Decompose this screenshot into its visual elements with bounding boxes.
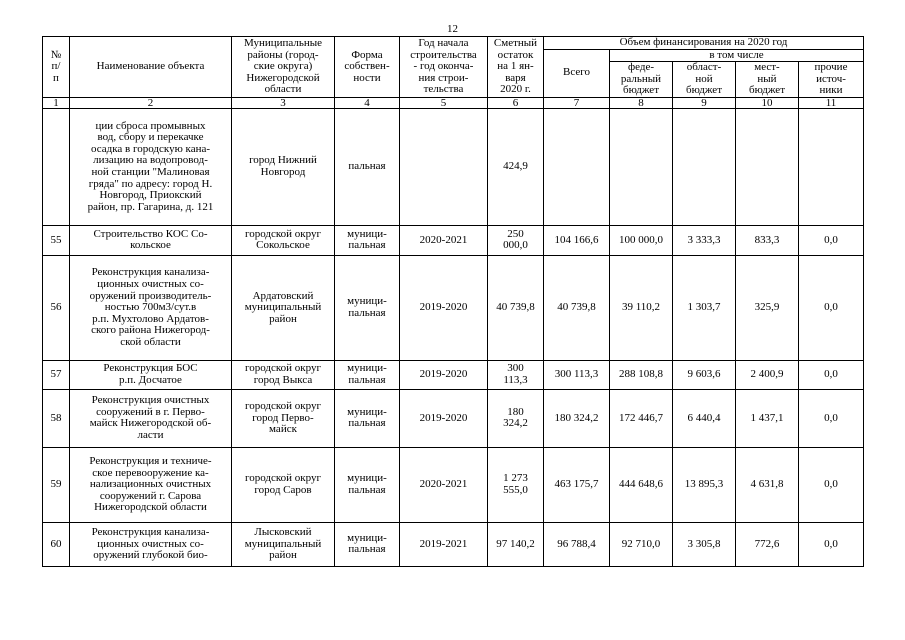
row-district: городской округ город Перво- майск: [232, 389, 335, 447]
row-regional: 3 333,3: [673, 225, 736, 255]
row-years: [400, 108, 488, 225]
row-local: 2 400,9: [736, 360, 799, 389]
row-total: 300 113,3: [544, 360, 610, 389]
col-number: 5: [400, 97, 488, 108]
row-federal: 92 710,0: [610, 522, 673, 566]
row-years: 2019-2020: [400, 255, 488, 360]
row-remainder: 40 739,8: [488, 255, 544, 360]
col-number: 9: [673, 97, 736, 108]
row-ownership: муници- пальная: [335, 225, 400, 255]
row-local: 772,6: [736, 522, 799, 566]
page-number: 12: [447, 23, 458, 35]
row-regional: 3 305,8: [673, 522, 736, 566]
row-regional: 1 303,7: [673, 255, 736, 360]
header-years: Год начала строительства - год оконча- ния строи- тельства: [400, 37, 488, 98]
row-total: 96 788,4: [544, 522, 610, 566]
row-regional: 13 895,3: [673, 447, 736, 522]
row-other: 0,0: [799, 360, 864, 389]
header-ownership: Форма собствен- ности: [335, 37, 400, 98]
row-remainder: 1 273 555,0: [488, 447, 544, 522]
row-district: городской округ город Выкса: [232, 360, 335, 389]
col-number: 1: [43, 97, 70, 108]
row-federal: [610, 108, 673, 225]
row-other: 0,0: [799, 389, 864, 447]
row-num: 57: [43, 360, 70, 389]
row-ownership: муници- пальная: [335, 389, 400, 447]
row-name: Реконструкция очистных сооружений в г. Перво- майск Нижегородской об- ласти: [70, 389, 232, 447]
row-ownership: пальная: [335, 108, 400, 225]
col-number: 6: [488, 97, 544, 108]
header-district: Муниципальные районы (город- ские округа) Нижегородской области: [232, 37, 335, 98]
row-district: городской округ город Саров: [232, 447, 335, 522]
col-number: 4: [335, 97, 400, 108]
row-local: 325,9: [736, 255, 799, 360]
row-num: [43, 108, 70, 225]
row-local: 4 631,8: [736, 447, 799, 522]
header-other: прочие источ- ники: [799, 62, 864, 98]
row-ownership: муници- пальная: [335, 255, 400, 360]
header-num: № п/ п: [43, 37, 70, 98]
table-row: [43, 522, 864, 566]
row-federal: 172 446,7: [610, 389, 673, 447]
row-years: 2020-2021: [400, 225, 488, 255]
row-ownership: муници- пальная: [335, 360, 400, 389]
row-years: 2019-2021: [400, 522, 488, 566]
row-total: 180 324,2: [544, 389, 610, 447]
row-ownership: муници- пальная: [335, 447, 400, 522]
row-other: 0,0: [799, 522, 864, 566]
table-row: [43, 389, 864, 447]
col-number: 7: [544, 97, 610, 108]
row-regional: 9 603,6: [673, 360, 736, 389]
header-remainder: Сметный остаток на 1 ян- варя 2020 г.: [488, 37, 544, 98]
row-remainder: 424,9: [488, 108, 544, 225]
row-local: 833,3: [736, 225, 799, 255]
header-name: Наименование объекта: [70, 37, 232, 98]
row-other: 0,0: [799, 225, 864, 255]
row-name: Реконструкция канализа- ционных очистных со- оружений глубокой био-: [70, 522, 232, 566]
row-name: Реконструкция канализа- ционных очистных со- оружений производитель- ностью 700м3/сут.в р.п. Мухтолово Ардатов- ского района Нижегород- ской области: [70, 255, 232, 360]
table-row: [43, 225, 864, 255]
row-years: 2020-2021: [400, 447, 488, 522]
funding-table: [42, 36, 864, 567]
header-regional: област- ной бюджет: [673, 62, 736, 98]
row-federal: 288 108,8: [610, 360, 673, 389]
header-total: Всего: [544, 49, 610, 97]
header-federal: феде- ральный бюджет: [610, 62, 673, 98]
col-number: 8: [610, 97, 673, 108]
row-name: Реконструкция и техниче- ское перевооружение ка- нализационных очистных сооружений г. Сарова Нижегородской области: [70, 447, 232, 522]
row-total: [544, 108, 610, 225]
row-num: 60: [43, 522, 70, 566]
table-row: [43, 255, 864, 360]
column-number-row: [43, 97, 864, 108]
row-name: Строительство КОС Со- кольское: [70, 225, 232, 255]
row-name: Реконструкция БОС р.п. Досчатое: [70, 360, 232, 389]
row-district: Лысковский муниципальный район: [232, 522, 335, 566]
row-num: 55: [43, 225, 70, 255]
row-remainder: 300 113,3: [488, 360, 544, 389]
row-regional: 6 440,4: [673, 389, 736, 447]
row-num: 56: [43, 255, 70, 360]
row-regional: [673, 108, 736, 225]
col-number: 2: [70, 97, 232, 108]
header-incl: в том числе: [610, 49, 864, 62]
header-funding: Объем финансирования на 2020 год: [544, 37, 864, 50]
table-row: [43, 447, 864, 522]
row-ownership: муници- пальная: [335, 522, 400, 566]
row-remainder: 250 000,0: [488, 225, 544, 255]
row-district: город Нижний Новгород: [232, 108, 335, 225]
row-num: 58: [43, 389, 70, 447]
row-name: ции сброса промывных вод, сбору и перекачке осадка в городскую кана- лизацию на водопровод- ной станции "Малиновая гряда" по адресу: город Н. Новгород, Приокский район, пр. Гагарина, д. 121: [70, 108, 232, 225]
row-total: 463 175,7: [544, 447, 610, 522]
row-total: 40 739,8: [544, 255, 610, 360]
row-federal: 444 648,6: [610, 447, 673, 522]
row-total: 104 166,6: [544, 225, 610, 255]
row-years: 2019-2020: [400, 389, 488, 447]
header-local: мест- ный бюджет: [736, 62, 799, 98]
row-local: [736, 108, 799, 225]
row-years: 2019-2020: [400, 360, 488, 389]
col-number: 3: [232, 97, 335, 108]
row-federal: 39 110,2: [610, 255, 673, 360]
table-row: [43, 360, 864, 389]
row-num: 59: [43, 447, 70, 522]
table-row: [43, 108, 864, 225]
col-number: 11: [799, 97, 864, 108]
row-remainder: 97 140,2: [488, 522, 544, 566]
row-other: [799, 108, 864, 225]
row-remainder: 180 324,2: [488, 389, 544, 447]
row-district: городской округ Сокольское: [232, 225, 335, 255]
col-number: 10: [736, 97, 799, 108]
row-local: 1 437,1: [736, 389, 799, 447]
row-other: 0,0: [799, 447, 864, 522]
row-other: 0,0: [799, 255, 864, 360]
row-district: Ардатовский муниципальный район: [232, 255, 335, 360]
row-federal: 100 000,0: [610, 225, 673, 255]
